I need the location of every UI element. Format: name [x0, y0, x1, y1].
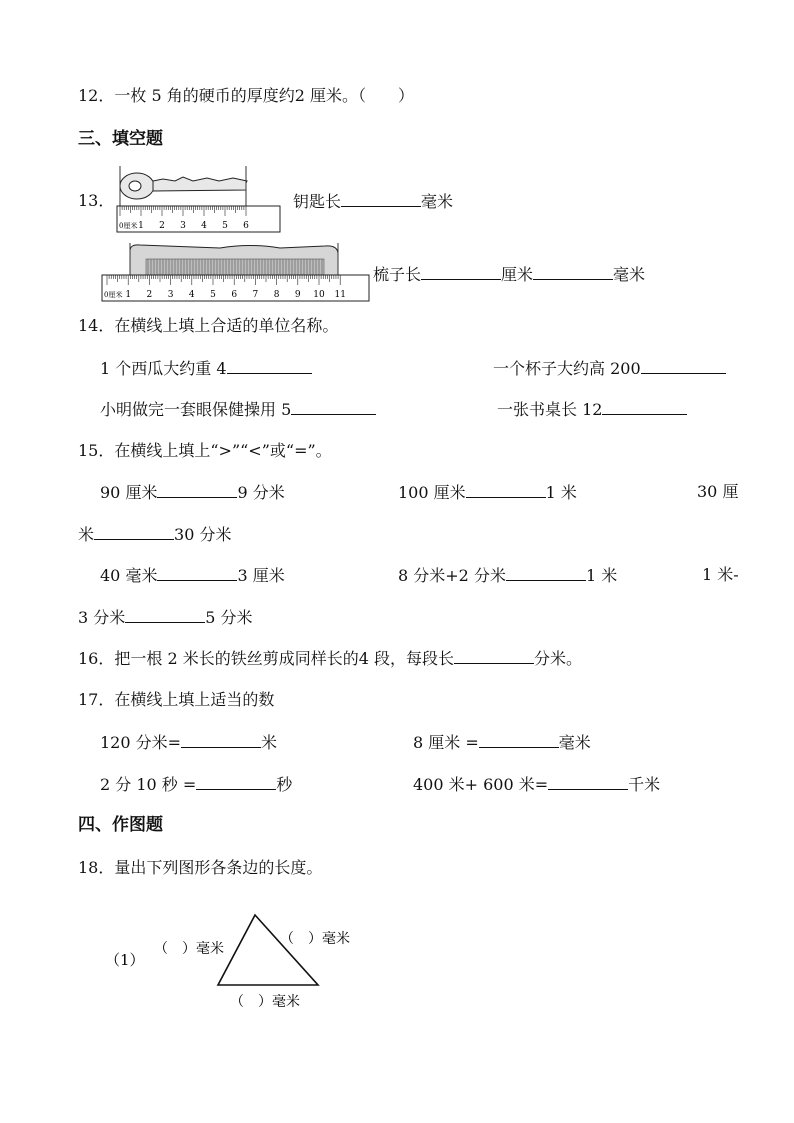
- q14-item-desk-blank[interactable]: [602, 399, 687, 415]
- q17-conversion-2-unit: 毫米: [558, 733, 591, 752]
- q15-compare-4: [100, 565, 285, 586]
- question-17-stem: 17．在横线上填上适当的数: [78, 690, 275, 709]
- q15-compare-5: [398, 565, 617, 586]
- ruler-2-tick-label: 1: [125, 290, 132, 300]
- comb-length-unit-mm: 毫米: [613, 265, 646, 284]
- triangle-part-label: （1）: [105, 951, 145, 969]
- q17-conversion-3-left: 2 分 10 秒 =: [100, 775, 197, 794]
- ruler-2-tick-label: 9: [294, 290, 301, 300]
- ruler-1-tick-label: 1: [138, 221, 144, 231]
- ruler-1: [117, 206, 280, 232]
- section-title-fill-in: 三、填空题: [78, 129, 163, 149]
- ruler-1-tick-label: 2: [159, 221, 165, 231]
- q14-item-desk-text: 一张书桌长 12: [497, 400, 603, 419]
- q15-compare-1-blank[interactable]: [157, 482, 237, 498]
- q17-conversion-3-blank[interactable]: [196, 774, 276, 790]
- q17-conversion-2-left: 8 厘米 =: [413, 733, 479, 752]
- question-12: 12．一枚 5 角的硬币的厚度约2 厘米。（ ）: [78, 86, 414, 105]
- ruler-1-tick-label: 3: [180, 221, 186, 231]
- q15-compare-2-right: 1 米: [545, 483, 577, 502]
- q17-conversion-1-left: 120 分米=: [100, 733, 182, 752]
- q17-conversion-1: [100, 732, 277, 753]
- q15-compare-6-blank[interactable]: [125, 607, 205, 623]
- q15-compare-5-left: 8 分米+2 分米: [398, 566, 506, 585]
- q15-compare-4-blank[interactable]: [157, 565, 237, 581]
- q17-conversion-4-left: 400 米+ 600 米=: [413, 775, 549, 794]
- comb-length-line: [373, 264, 645, 285]
- ruler-2-tick-label: 8: [273, 290, 280, 300]
- ruler-2-tick-label: 10: [313, 290, 325, 300]
- ruler-2: [102, 275, 369, 301]
- q15-compare-2-left: 100 厘米: [398, 483, 466, 502]
- q15-compare-6-left: 1 米-: [702, 565, 739, 584]
- key-length-line: [293, 191, 453, 212]
- ruler-2-tick-label: 6: [231, 290, 238, 300]
- ruler-2-tick-label: 4: [188, 290, 195, 300]
- q15-compare-5-blank[interactable]: [506, 565, 586, 581]
- q15-compare-2: [398, 482, 577, 503]
- question-16: [78, 648, 582, 669]
- ruler-1-zero-label: 0厘米: [119, 222, 138, 230]
- q17-conversion-3-unit: 秒: [276, 775, 293, 794]
- question-16-text: 16．把一根 2 米长的铁丝剪成同样长的4 段，每段长: [78, 649, 454, 668]
- q15-compare-4-right: 3 厘米: [237, 566, 285, 585]
- triangle-right-side-label: （ ）毫米: [280, 931, 350, 947]
- triangle-bottom-side-label: （ ）毫米: [230, 994, 300, 1010]
- q14-item-eye-exercise: [100, 399, 376, 420]
- question-18-stem: 18．量出下列图形各条边的长度。: [78, 858, 323, 877]
- key-length-label: 钥匙长: [293, 192, 342, 211]
- comb-length-mm-blank[interactable]: [533, 264, 613, 280]
- q17-conversion-1-blank[interactable]: [181, 732, 261, 748]
- q15-compare-3-right: 30 分米: [174, 525, 232, 544]
- q15-compare-3-left: 30 厘: [697, 482, 739, 501]
- question-15-stem: 15．在横线上填上“>”“<”或“=”。: [78, 441, 332, 460]
- q15-compare-1-left: 90 厘米: [100, 483, 158, 502]
- q14-item-cup: [493, 358, 726, 379]
- q17-conversion-2: [413, 732, 591, 753]
- ruler-2-tick-label: 11: [334, 290, 346, 300]
- q15-compare-6-right: 5 分米: [205, 608, 253, 627]
- q15-compare-3-cont-left: 米: [78, 525, 95, 544]
- ruler-1-tick-label: 5: [222, 221, 228, 231]
- key-length-unit: 毫米: [421, 192, 454, 211]
- q14-item-cup-text: 一个杯子大约高 200: [493, 359, 641, 378]
- comb-length-unit-cm: 厘米: [501, 265, 534, 284]
- q17-conversion-4-unit: 千米: [628, 775, 661, 794]
- q15-compare-6-cont-left: 3 分米: [78, 608, 126, 627]
- comb-icon: [130, 245, 338, 275]
- q14-item-watermelon: [100, 358, 312, 379]
- comb-length-cm-blank[interactable]: [421, 264, 501, 280]
- q15-compare-3-blank[interactable]: [94, 524, 174, 540]
- q15-compare-2-blank[interactable]: [466, 482, 546, 498]
- q17-conversion-4: [413, 774, 660, 795]
- comb-length-label: 梳子长: [373, 265, 422, 284]
- q15-compare-3-cont: [78, 524, 231, 545]
- q15-compare-1: [100, 482, 285, 503]
- triangle-shape: [218, 915, 318, 985]
- key-icon: [120, 173, 247, 199]
- section-title-drawing: 四、作图题: [78, 815, 163, 835]
- q17-conversion-1-unit: 米: [261, 733, 278, 752]
- key-ruler-figure: [115, 166, 285, 236]
- ruler-2-tick-label: 2: [146, 290, 153, 300]
- question-13-number: 13．: [78, 191, 115, 210]
- q14-item-watermelon-blank[interactable]: [227, 358, 312, 374]
- ruler-2-zero-label: 0厘米: [104, 291, 123, 299]
- key-length-blank[interactable]: [341, 191, 421, 207]
- triangle-figure: [100, 905, 370, 1015]
- q14-item-cup-blank[interactable]: [641, 358, 726, 374]
- q17-conversion-2-blank[interactable]: [479, 732, 559, 748]
- ruler-2-tick-label: 3: [167, 290, 174, 300]
- question-16-unit: 分米。: [533, 649, 582, 668]
- q15-compare-1-right: 9 分米: [237, 483, 285, 502]
- q17-conversion-3: [100, 774, 292, 795]
- ruler-2-tick-label: 5: [210, 290, 216, 300]
- q14-item-watermelon-text: 1 个西瓜大约重 4: [100, 359, 227, 378]
- q17-conversion-4-blank[interactable]: [548, 774, 628, 790]
- comb-ruler-figure: [100, 241, 372, 303]
- ruler-1-tick-label: 4: [201, 221, 207, 231]
- ruler-1-tick-label: 6: [243, 221, 249, 231]
- q15-compare-4-left: 40 毫米: [100, 566, 158, 585]
- q15-compare-6-cont: [78, 607, 253, 628]
- q15-compare-5-right: 1 米: [585, 566, 618, 585]
- q14-item-desk: [497, 399, 687, 420]
- q14-item-eye-exercise-blank[interactable]: [291, 399, 376, 415]
- q14-item-eye-exercise-text: 小明做完一套眼保健操用 5: [100, 400, 292, 419]
- question-14-stem: 14．在横线上填上合适的单位名称。: [78, 316, 339, 335]
- question-16-blank[interactable]: [454, 648, 534, 664]
- ruler-2-tick-label: 7: [252, 290, 259, 300]
- triangle-left-side-label: （ ）毫米: [154, 941, 224, 957]
